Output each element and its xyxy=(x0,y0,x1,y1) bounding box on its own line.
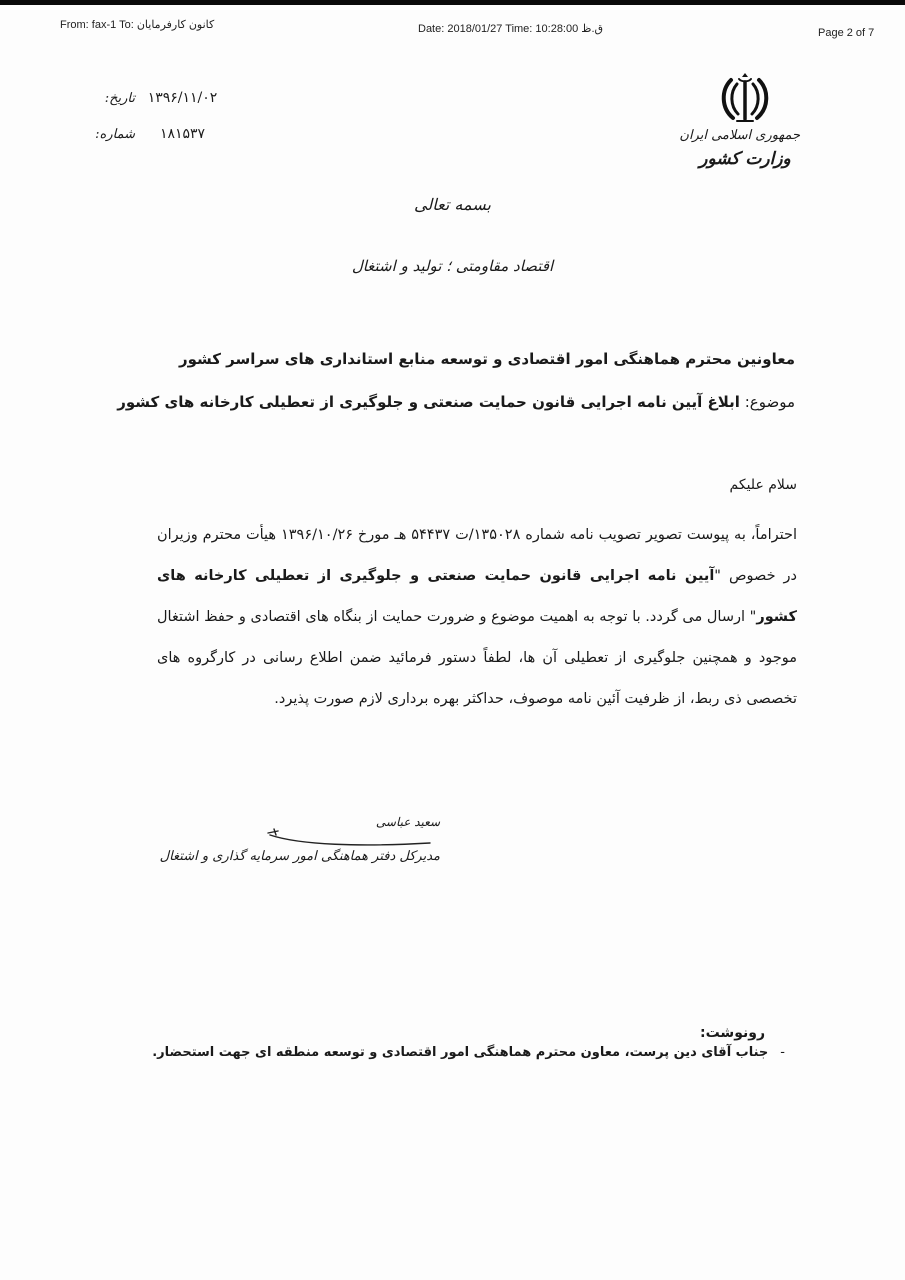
letter-body xyxy=(157,515,797,720)
scan-border xyxy=(0,0,905,5)
greeting: سلام علیکم xyxy=(729,477,797,493)
letter-number-label: شماره: xyxy=(95,127,135,142)
letterhead-ministry: وزارت کشور xyxy=(699,149,791,169)
iran-emblem-icon xyxy=(717,72,773,124)
body-part-1: احتراماً، به پیوست تصویر تصویب نامه شماره ۱۳۵۰۲۸/ت ۵۴۴۳۷ هـ مورخ ۱۳۹۶/۱۰/۲۶ هیأت محترم وزیران در خصوص " xyxy=(157,527,797,584)
addressee: معاونین محترم هماهنگی امور اقتصادی و توسعه منابع استانداری های سراسر کشور xyxy=(178,350,795,368)
subject-label: موضوع: xyxy=(739,393,795,411)
fax-page-number: Page 2 of 7 xyxy=(818,27,875,39)
signature-block xyxy=(159,815,440,864)
body-bold-title: آیین نامه اجرایی قانون حمایت صنعتی و جلوگیری از تعطیلی کارخانه های کشور xyxy=(157,568,797,625)
cc-label: رونوشت: xyxy=(700,1025,765,1041)
signatory-title: مدیرکل دفتر هماهنگی امور سرمایه گذاری و اشتغال xyxy=(159,849,440,864)
letter-meta xyxy=(95,90,235,162)
fax-from: From: fax-1 To: کانون کارفرمایان xyxy=(60,19,215,31)
cc-item-text: جناب آقای دین پرست، معاون محترم هماهنگی امور اقتصادی و توسعه منطقه ای جهت استحضار. xyxy=(152,1045,769,1060)
cc-block xyxy=(152,1025,785,1060)
slogan: اقتصاد مقاومتی ؛ تولید و اشتغال xyxy=(351,257,554,275)
letter-date-label: تاریخ: xyxy=(104,91,135,106)
letterhead-country: جمهوری اسلامی ایران xyxy=(679,128,800,143)
letter-number-value: ۱۸۱۵۳۷ xyxy=(159,126,206,142)
body-part-2: " ارسال می گردد. با توجه به اهمیت موضوع و ضرورت حمایت از بنگاه های اقتصادی و حفظ اشتغال موجود و همچنین جلوگیری از تعطیلی آن ها، لطفاً دستور فرمائید ضمن اطلاع رسانی در کارگروه های تخصصی ذی ربط، از ظرفیت آئین نامه موصوف، حداکثر بهره برداری لازم صورت پذیرد. xyxy=(157,609,797,707)
letter-date-value: ۱۳۹۶/۱۱/۰۲ xyxy=(147,90,218,106)
cc-item xyxy=(152,1045,785,1060)
invocation: بسمه تعالی xyxy=(414,195,491,214)
subject-line xyxy=(117,393,795,411)
cc-bullet: - xyxy=(780,1045,785,1060)
letterhead xyxy=(679,72,800,169)
letter-date-row xyxy=(95,90,235,126)
fax-date-time: Date: 2018/01/27 Time: 10:28:00 ق.ظ xyxy=(418,23,604,35)
signatory-name: سعید عباسی xyxy=(375,815,440,829)
fax-header xyxy=(0,18,905,38)
letter-number-row xyxy=(95,126,235,162)
subject-text: ابلاغ آیین نامه اجرایی قانون حمایت صنعتی و جلوگیری از تعطیلی کارخانه های کشور xyxy=(117,393,740,411)
